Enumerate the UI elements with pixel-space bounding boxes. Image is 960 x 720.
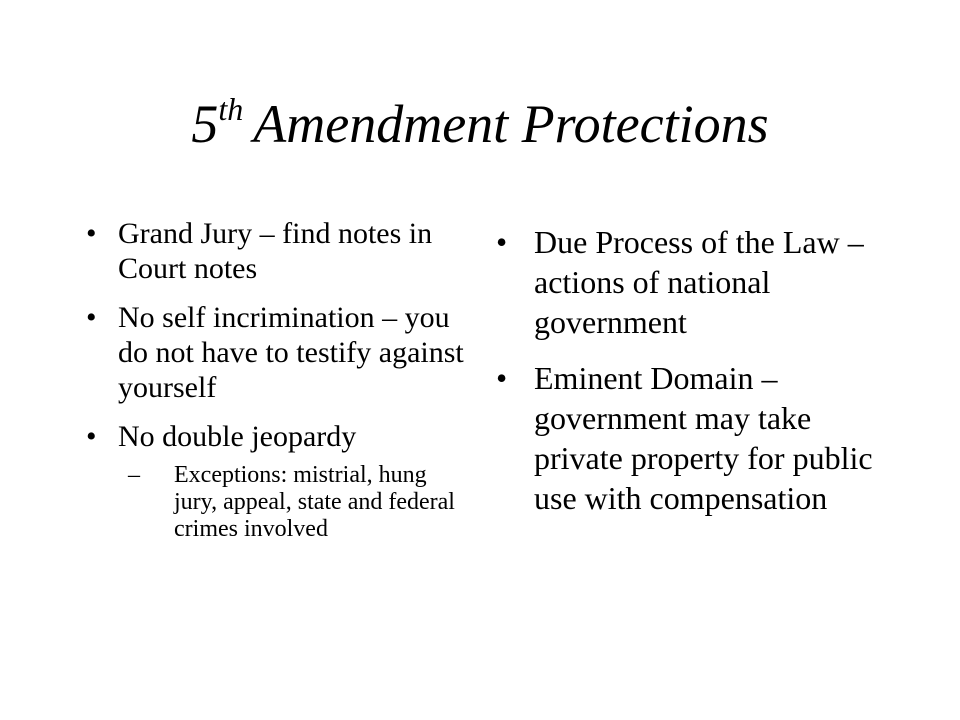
bullet-text: No double jeopardy [118, 420, 357, 453]
sub-bullet-exceptions [128, 462, 466, 543]
bullet-icon: • [86, 217, 97, 250]
slide-title [0, 88, 960, 160]
title-number: 5 [191, 94, 219, 154]
left-bullet-column [86, 216, 466, 557]
title-text: Amendment Protections [253, 94, 769, 154]
bullet-text: Grand Jury – find notes in Court notes [118, 217, 433, 285]
dash-icon: – [128, 462, 140, 488]
bullet-grand-jury [86, 216, 466, 286]
sub-bullet-text: Exceptions: mistrial, hung jury, appeal, state and federal crimes involved [174, 462, 455, 542]
bullet-icon: • [496, 360, 508, 396]
right-bullet-column [496, 222, 876, 534]
bullet-icon: • [86, 420, 97, 453]
bullet-eminent-domain [496, 358, 876, 518]
bullet-due-process [496, 222, 876, 342]
bullet-text: Eminent Domain – government may take private property for public use with compensation [534, 360, 873, 516]
bullet-text: No self incrimination – you do not have to testify against yourself [118, 301, 464, 404]
bullet-text: Due Process of the Law – actions of national government [534, 224, 864, 340]
bullet-self-incrimination [86, 300, 466, 405]
bullet-icon: • [496, 224, 508, 260]
bullet-double-jeopardy [86, 419, 466, 543]
sub-bullet-list [118, 462, 466, 543]
title-ordinal-suffix: th [218, 91, 244, 127]
bullet-icon: • [86, 301, 97, 334]
